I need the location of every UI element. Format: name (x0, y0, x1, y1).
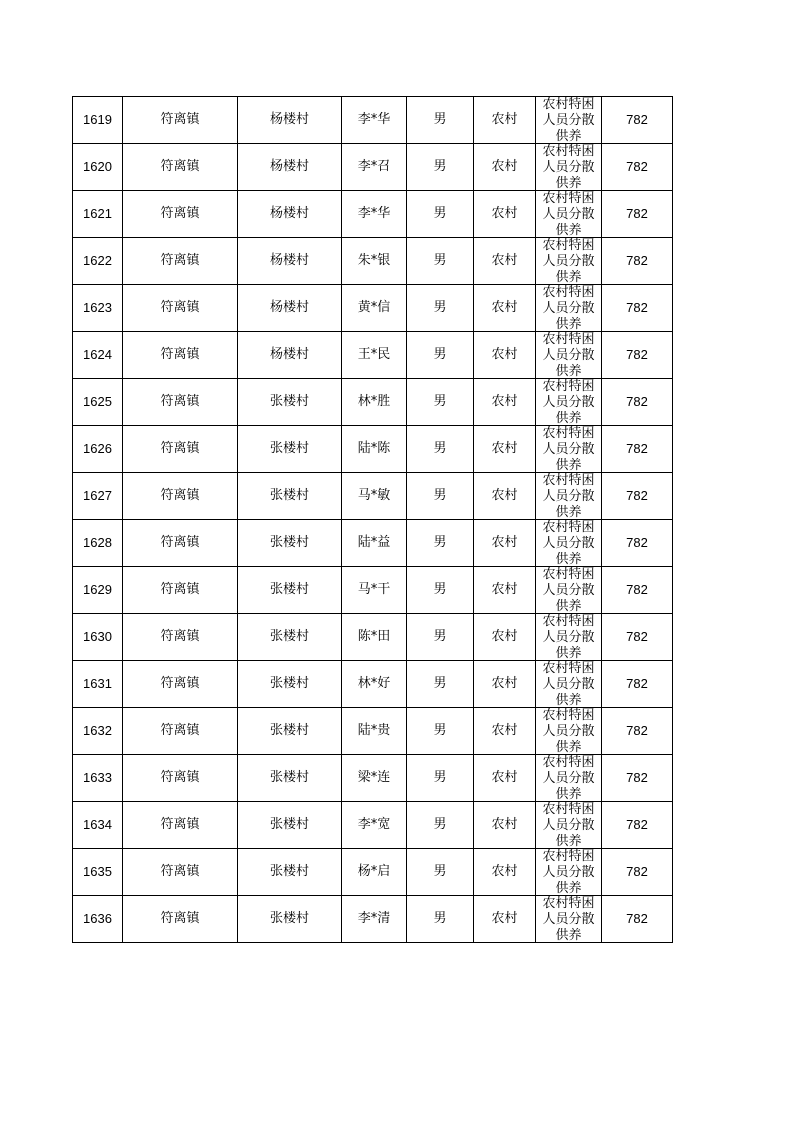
cell-town: 符离镇 (123, 144, 238, 191)
cell-serial-number: 1625 (73, 379, 123, 426)
cell-support-category (536, 802, 602, 849)
cell-person-name: 陆*贵 (342, 708, 407, 755)
cell-village: 杨楼村 (238, 144, 342, 191)
cell-amount: 782 (602, 614, 673, 661)
cell-amount: 782 (602, 332, 673, 379)
support-category-text: 农村特困人员分散供养 (542, 191, 595, 237)
cell-support-category (536, 285, 602, 332)
support-category-text: 农村特困人员分散供养 (542, 520, 595, 566)
cell-serial-number: 1632 (73, 708, 123, 755)
cell-person-name: 杨*启 (342, 849, 407, 896)
cell-support-category (536, 614, 602, 661)
cell-person-name: 王*民 (342, 332, 407, 379)
cell-serial-number: 1633 (73, 755, 123, 802)
cell-person-name: 李*宽 (342, 802, 407, 849)
table-row (73, 755, 673, 802)
table-row (73, 191, 673, 238)
cell-person-name: 黄*信 (342, 285, 407, 332)
support-category-text: 农村特困人员分散供养 (542, 379, 595, 425)
cell-gender: 男 (407, 567, 474, 614)
cell-person-name: 李*华 (342, 97, 407, 144)
table-row (73, 144, 673, 191)
cell-village: 张楼村 (238, 567, 342, 614)
cell-amount: 782 (602, 238, 673, 285)
cell-person-name: 林*胜 (342, 379, 407, 426)
cell-support-category (536, 473, 602, 520)
cell-village: 张楼村 (238, 614, 342, 661)
table-row (73, 614, 673, 661)
table-row (73, 473, 673, 520)
roster-body (73, 97, 673, 943)
cell-serial-number: 1626 (73, 426, 123, 473)
support-category-text: 农村特困人员分散供养 (542, 849, 595, 895)
cell-person-name: 朱*银 (342, 238, 407, 285)
cell-village: 杨楼村 (238, 97, 342, 144)
support-category-text: 农村特困人员分散供养 (542, 708, 595, 754)
cell-person-name: 陆*益 (342, 520, 407, 567)
cell-support-category (536, 191, 602, 238)
support-category-text: 农村特困人员分散供养 (542, 802, 595, 848)
cell-town: 符离镇 (123, 238, 238, 285)
cell-serial-number: 1636 (73, 896, 123, 943)
cell-amount: 782 (602, 97, 673, 144)
cell-gender: 男 (407, 238, 474, 285)
cell-amount: 782 (602, 755, 673, 802)
cell-serial-number: 1627 (73, 473, 123, 520)
table-row (73, 849, 673, 896)
support-category-text: 农村特困人员分散供养 (542, 97, 595, 143)
cell-gender: 男 (407, 614, 474, 661)
cell-serial-number: 1631 (73, 661, 123, 708)
cell-gender: 男 (407, 520, 474, 567)
cell-gender: 男 (407, 661, 474, 708)
support-category-text: 农村特困人员分散供养 (542, 144, 595, 190)
cell-support-category (536, 426, 602, 473)
table-row (73, 332, 673, 379)
cell-support-category (536, 238, 602, 285)
cell-town: 符离镇 (123, 191, 238, 238)
cell-area-type: 农村 (474, 97, 536, 144)
cell-area-type: 农村 (474, 567, 536, 614)
support-category-text: 农村特困人员分散供养 (542, 238, 595, 284)
cell-town: 符离镇 (123, 849, 238, 896)
cell-amount: 782 (602, 285, 673, 332)
cell-amount: 782 (602, 379, 673, 426)
cell-person-name: 李*华 (342, 191, 407, 238)
cell-gender: 男 (407, 426, 474, 473)
cell-support-category (536, 755, 602, 802)
cell-person-name: 陈*田 (342, 614, 407, 661)
cell-support-category (536, 379, 602, 426)
cell-area-type: 农村 (474, 896, 536, 943)
table-row (73, 97, 673, 144)
table-row (73, 238, 673, 285)
cell-serial-number: 1621 (73, 191, 123, 238)
cell-village: 张楼村 (238, 849, 342, 896)
cell-town: 符离镇 (123, 285, 238, 332)
cell-support-category (536, 97, 602, 144)
cell-amount: 782 (602, 708, 673, 755)
cell-serial-number: 1624 (73, 332, 123, 379)
cell-town: 符离镇 (123, 708, 238, 755)
cell-area-type: 农村 (474, 473, 536, 520)
cell-amount: 782 (602, 520, 673, 567)
support-category-text: 农村特困人员分散供养 (542, 614, 595, 660)
cell-gender: 男 (407, 849, 474, 896)
cell-area-type: 农村 (474, 755, 536, 802)
cell-village: 张楼村 (238, 755, 342, 802)
cell-village: 张楼村 (238, 802, 342, 849)
cell-area-type: 农村 (474, 614, 536, 661)
cell-amount: 782 (602, 802, 673, 849)
cell-serial-number: 1622 (73, 238, 123, 285)
support-category-text: 农村特困人员分散供养 (542, 473, 595, 519)
cell-area-type: 农村 (474, 379, 536, 426)
cell-area-type: 农村 (474, 520, 536, 567)
cell-town: 符离镇 (123, 567, 238, 614)
cell-area-type: 农村 (474, 802, 536, 849)
cell-gender: 男 (407, 755, 474, 802)
cell-area-type: 农村 (474, 708, 536, 755)
cell-gender: 男 (407, 708, 474, 755)
cell-serial-number: 1630 (73, 614, 123, 661)
table-row (73, 520, 673, 567)
table-row (73, 379, 673, 426)
cell-gender: 男 (407, 332, 474, 379)
cell-serial-number: 1634 (73, 802, 123, 849)
cell-town: 符离镇 (123, 332, 238, 379)
cell-support-category (536, 520, 602, 567)
cell-village: 张楼村 (238, 426, 342, 473)
cell-amount: 782 (602, 567, 673, 614)
cell-amount: 782 (602, 144, 673, 191)
cell-amount: 782 (602, 661, 673, 708)
table-row (73, 896, 673, 943)
cell-serial-number: 1628 (73, 520, 123, 567)
cell-town: 符离镇 (123, 473, 238, 520)
support-category-text: 农村特困人员分散供养 (542, 661, 595, 707)
cell-person-name: 李*清 (342, 896, 407, 943)
cell-town: 符离镇 (123, 426, 238, 473)
support-category-text: 农村特困人员分散供养 (542, 567, 595, 613)
cell-gender: 男 (407, 473, 474, 520)
cell-support-category (536, 849, 602, 896)
cell-gender: 男 (407, 144, 474, 191)
cell-person-name: 林*好 (342, 661, 407, 708)
cell-village: 杨楼村 (238, 332, 342, 379)
cell-village: 杨楼村 (238, 285, 342, 332)
cell-amount: 782 (602, 473, 673, 520)
cell-town: 符离镇 (123, 661, 238, 708)
cell-area-type: 农村 (474, 332, 536, 379)
cell-amount: 782 (602, 191, 673, 238)
cell-village: 张楼村 (238, 379, 342, 426)
cell-support-category (536, 661, 602, 708)
cell-village: 杨楼村 (238, 238, 342, 285)
cell-serial-number: 1619 (73, 97, 123, 144)
cell-town: 符离镇 (123, 379, 238, 426)
support-category-text: 农村特困人员分散供养 (542, 285, 595, 331)
cell-person-name: 李*召 (342, 144, 407, 191)
cell-village: 张楼村 (238, 473, 342, 520)
support-category-text: 农村特困人员分散供养 (542, 426, 595, 472)
cell-area-type: 农村 (474, 426, 536, 473)
cell-area-type: 农村 (474, 144, 536, 191)
cell-support-category (536, 332, 602, 379)
cell-support-category (536, 896, 602, 943)
cell-village: 张楼村 (238, 896, 342, 943)
cell-person-name: 马*敏 (342, 473, 407, 520)
support-category-text: 农村特困人员分散供养 (542, 755, 595, 801)
cell-area-type: 农村 (474, 661, 536, 708)
support-category-text: 农村特困人员分散供养 (542, 332, 595, 378)
cell-support-category (536, 708, 602, 755)
cell-amount: 782 (602, 896, 673, 943)
table-row (73, 802, 673, 849)
cell-amount: 782 (602, 849, 673, 896)
cell-village: 张楼村 (238, 520, 342, 567)
cell-village: 杨楼村 (238, 191, 342, 238)
cell-gender: 男 (407, 97, 474, 144)
roster-table (72, 96, 673, 943)
table-row (73, 285, 673, 332)
cell-support-category (536, 567, 602, 614)
cell-area-type: 农村 (474, 238, 536, 285)
cell-serial-number: 1629 (73, 567, 123, 614)
cell-area-type: 农村 (474, 849, 536, 896)
cell-person-name: 梁*连 (342, 755, 407, 802)
support-category-text: 农村特困人员分散供养 (542, 896, 595, 942)
cell-person-name: 陆*陈 (342, 426, 407, 473)
cell-town: 符离镇 (123, 755, 238, 802)
cell-gender: 男 (407, 191, 474, 238)
table-row (73, 426, 673, 473)
cell-village: 张楼村 (238, 708, 342, 755)
cell-gender: 男 (407, 379, 474, 426)
table-row (73, 708, 673, 755)
cell-gender: 男 (407, 802, 474, 849)
cell-amount: 782 (602, 426, 673, 473)
cell-serial-number: 1635 (73, 849, 123, 896)
table-row (73, 661, 673, 708)
cell-town: 符离镇 (123, 896, 238, 943)
cell-town: 符离镇 (123, 614, 238, 661)
cell-village: 张楼村 (238, 661, 342, 708)
cell-serial-number: 1623 (73, 285, 123, 332)
cell-serial-number: 1620 (73, 144, 123, 191)
cell-area-type: 农村 (474, 285, 536, 332)
cell-person-name: 马*干 (342, 567, 407, 614)
cell-gender: 男 (407, 896, 474, 943)
cell-gender: 男 (407, 285, 474, 332)
cell-town: 符离镇 (123, 802, 238, 849)
cell-town: 符离镇 (123, 97, 238, 144)
table-row (73, 567, 673, 614)
cell-area-type: 农村 (474, 191, 536, 238)
cell-town: 符离镇 (123, 520, 238, 567)
cell-support-category (536, 144, 602, 191)
